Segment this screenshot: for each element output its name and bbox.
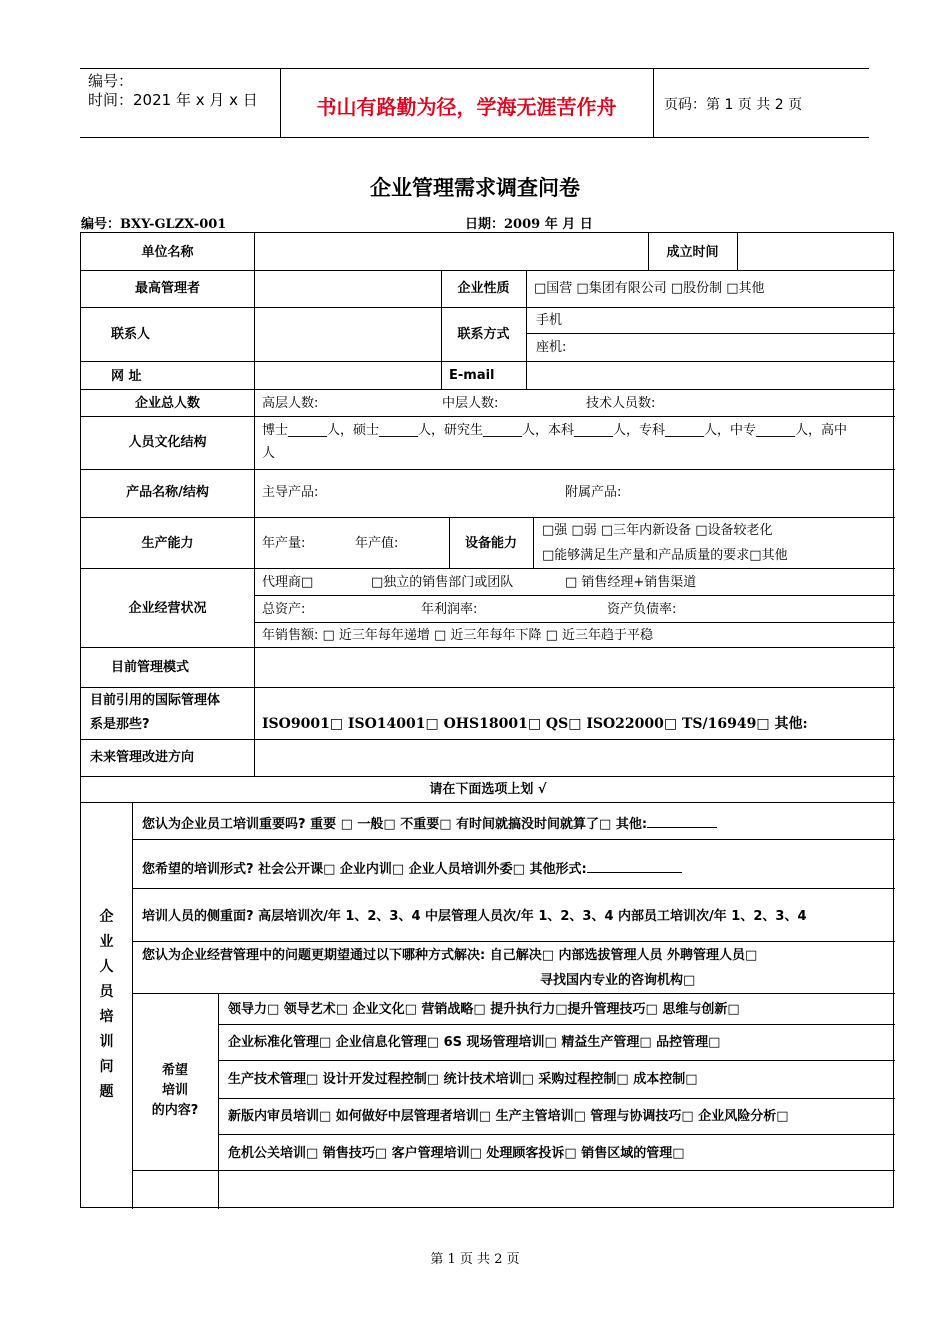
tick-hint: 请在下面选项上划 √ [429, 782, 547, 797]
iso-options[interactable]: ISO9001□ ISO14001□ OHS18001□ QS□ ISO22000□ TS/16949□ 其他: [262, 716, 808, 732]
enterprise-nature-options[interactable]: □国营 □集团有限公司 □股份制 □其他 [534, 281, 765, 296]
operation-agent[interactable]: 代理商□ [262, 575, 314, 590]
label-capacity: 生产能力 [141, 536, 194, 551]
label-operation: 企业经营状况 [128, 601, 207, 616]
label-profit-rate: 年利润率: [421, 602, 478, 617]
label-sub-product: 附属产品: [565, 485, 622, 500]
training-question-solution-2[interactable]: 寻找国内专业的咨询机构□ [540, 973, 696, 988]
label-main-product: 主导产品: [262, 485, 319, 500]
survey-form [80, 232, 894, 1208]
label-mgmt-mode: 目前管理模式 [111, 660, 190, 675]
label-landline: 座机: [536, 340, 567, 355]
header-time: 时间：2021 年 x 月 x 日 [88, 91, 258, 109]
label-unit-name: 单位名称 [141, 245, 194, 260]
label-annual-value: 年产值: [355, 536, 399, 551]
training-content-row[interactable]: 新版内审员培训□ 如何做好中层管理者培训□ 生产主管培训□ 管理与协调技巧□ 企业风险分析□ [228, 1109, 789, 1124]
training-section-label: 企 业 人 员 培 训 问 题 [99, 909, 114, 1100]
page-footer: 第 1 页 共 2 页 [430, 1252, 520, 1267]
label-enterprise-nature: 企业性质 [457, 281, 510, 296]
training-content-row[interactable]: 企业标准化管理□ 企业信息化管理□ 6S 现场管理培训□ 精益生产管理□ 品控管理□ [228, 1035, 721, 1050]
label-future-direction: 未来管理改进方向 [90, 750, 195, 765]
label-intl-system-1: 目前引用的国际管理体 [90, 693, 221, 708]
operation-sales-options[interactable]: 年销售额: □ 近三年每年递增 □ 近三年每年下降 □ 近三年趋于平稳 [262, 628, 654, 643]
training-question-importance[interactable]: 您认为企业员工培训重要吗? 重要 □ 一般□ 不重要□ 有时间就搞没时间就算了□ 其他: [142, 814, 717, 833]
label-mobile: 手机 [536, 313, 563, 328]
header-page-info: 页码：第 1 页 共 2 页 [664, 97, 803, 113]
label-intl-system-2: 系是那些? [90, 717, 150, 732]
label-email: E-mail [449, 368, 495, 383]
training-content-row[interactable]: 领导力□ 领导艺术□ 企业文化□ 营销战略□ 提升执行力□提升管理技巧□ 思维与创新□ [228, 1002, 740, 1017]
label-debt-ratio: 资产负债率: [607, 602, 677, 617]
header-motto: 书山有路勤为径，学海无涯苦作舟 [316, 95, 617, 119]
label-annual-output: 年产量: [262, 536, 306, 551]
label-middle-count: 中层人数: [442, 396, 499, 411]
education-line-1: 博士______人，硕士______人，研究生______人，本科______人，专科______人，中专______人，高中 [262, 423, 848, 438]
equipment-options-1[interactable]: □强 □弱 □三年内新设备 □设备较老化 [542, 523, 773, 538]
label-total-assets: 总资产: [262, 602, 306, 617]
training-question-solution-1[interactable]: 您认为企业经营管理中的问题更期望通过以下哪种方式解决: 自己解决□ 内部选拔管理人员 外聘管理人员□ [142, 948, 758, 963]
label-education: 人员文化结构 [128, 435, 207, 450]
label-total-staff: 企业总人数 [134, 396, 200, 411]
label-top-manager: 最高管理者 [134, 281, 200, 296]
document-title: 企业管理需求调查问卷 [370, 175, 580, 200]
label-website: 网 址 [111, 369, 142, 384]
training-question-focus[interactable]: 培训人员的侧重面? 高层培训次/年 1、2、3、4 中层管理人员次/年 1、2、3、4 内部员工培训次/年 1、2、3、4 [142, 909, 807, 924]
label-contact: 联系人 [111, 327, 151, 342]
training-question-format[interactable]: 您希望的培训形式? 社会公开课□ 企业内训□ 企业人员培训外委□ 其他形式: [142, 859, 682, 878]
label-contact-method: 联系方式 [457, 327, 510, 342]
education-line-2: 人 [262, 446, 276, 461]
page-header [80, 68, 869, 138]
header-meta [88, 72, 258, 110]
label-founded: 成立时间 [666, 245, 719, 260]
label-tech-count: 技术人员数: [586, 396, 656, 411]
label-product: 产品名称/结构 [126, 485, 209, 500]
label-equipment: 设备能力 [464, 536, 517, 551]
operation-channel[interactable]: □ 销售经理+销售渠道 [565, 575, 697, 590]
training-content-row[interactable]: 生产技术管理□ 设计开发过程控制□ 统计技术培训□ 采购过程控制□ 成本控制□ [228, 1072, 698, 1087]
label-training-content: 希望 培训 的内容? [151, 1063, 199, 1118]
operation-dept[interactable]: □独立的销售部门或团队 [371, 575, 514, 590]
header-number: 编号： [88, 72, 134, 90]
label-senior-count: 高层人数: [262, 396, 319, 411]
equipment-options-2[interactable]: □能够满足生产量和产品质量的要求□其他 [542, 548, 788, 563]
training-content-row[interactable]: 危机公关培训□ 销售技巧□ 客户管理培训□ 处理顾客投诉□ 销售区域的管理□ [228, 1146, 685, 1161]
document-date: 日期：2009 年 月 日 [465, 217, 593, 232]
document-code: 编号：BXY-GLZX-001 [81, 217, 227, 232]
